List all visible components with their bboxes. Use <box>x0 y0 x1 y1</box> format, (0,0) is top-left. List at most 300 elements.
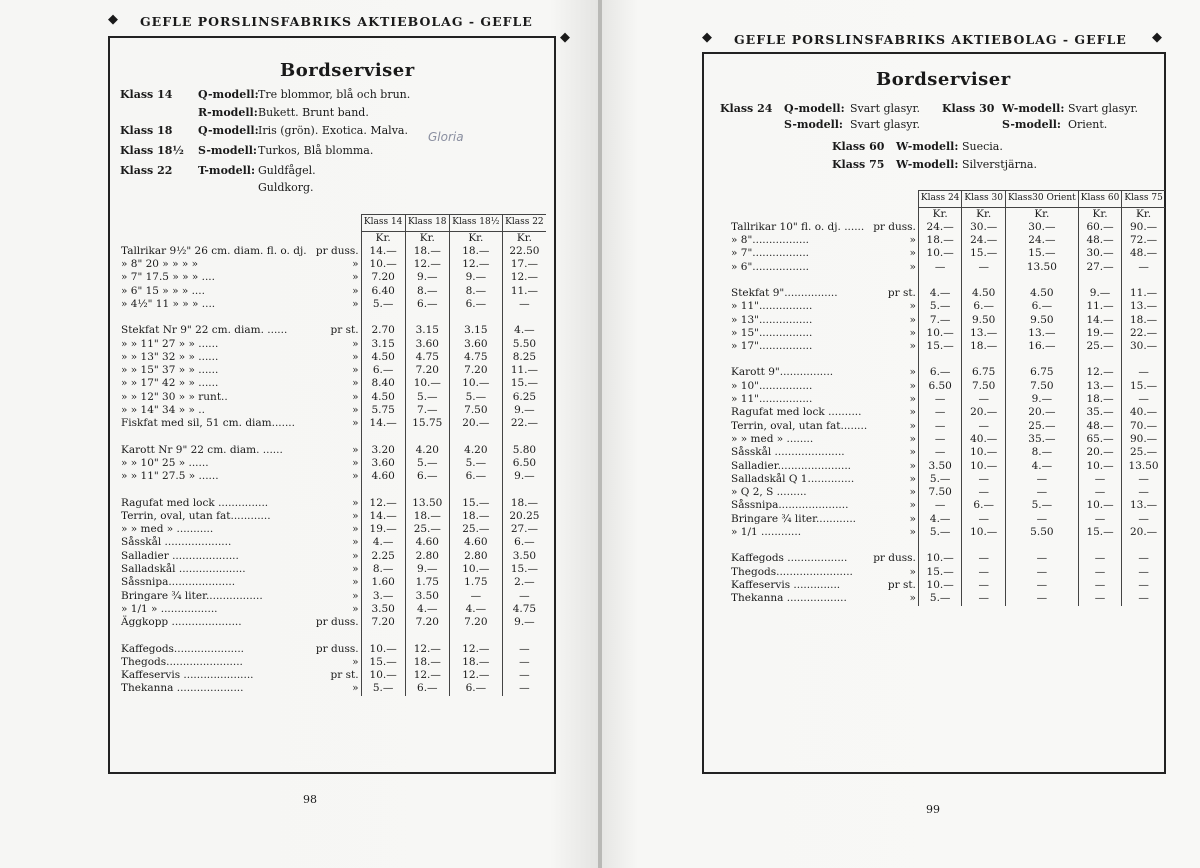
price-cell: — <box>502 656 546 669</box>
currency-label: Kr. <box>502 231 546 245</box>
price-cell: 5.— <box>361 298 405 311</box>
item-label: Thegods....................... <box>121 655 243 668</box>
diamond-left-icon: ◆ <box>702 30 712 45</box>
left-page <box>0 0 598 868</box>
price-cell: 22.— <box>502 417 546 430</box>
price-cell: — <box>1122 473 1165 486</box>
currency-label: Kr. <box>405 231 449 245</box>
column-header: Klass 18 <box>405 215 449 232</box>
item-label: » 11"................ <box>731 300 813 313</box>
item-label: Kaffegods .................. <box>731 552 848 565</box>
item-unit: » <box>352 258 359 271</box>
price-cell: 5.— <box>918 526 962 539</box>
price-cell: 4.50 <box>1005 287 1078 300</box>
spacer-cell <box>728 353 870 366</box>
spacer-cell <box>1122 353 1165 366</box>
item-unit: » <box>909 313 916 326</box>
price-cell: 20.— <box>1122 526 1165 539</box>
item-unit: » <box>352 536 359 549</box>
item-label: Tallrikar 10" fl. o. dj. ...... <box>731 220 865 233</box>
item-label: Stekfat 9"................ <box>731 286 838 299</box>
price-cell: — <box>1122 552 1165 565</box>
model-klass: Klass 75 <box>832 158 885 171</box>
price-cell: 9.— <box>405 271 449 284</box>
item-unit: » <box>352 682 359 695</box>
price-cell: — <box>962 592 1006 605</box>
price-cell: 15.— <box>1005 247 1078 260</box>
price-cell: 10.— <box>918 247 962 260</box>
table-row <box>118 444 546 457</box>
price-cell: 12.— <box>405 669 449 682</box>
table-row <box>118 669 546 682</box>
price-cell: 15.— <box>962 247 1006 260</box>
item-unit: pr duss. <box>315 616 359 629</box>
price-cell: 8.— <box>449 285 502 298</box>
item-label: Kaffeservis ..................... <box>121 669 254 682</box>
table-row <box>728 287 1165 300</box>
spacer-cell <box>449 311 502 324</box>
item-label: Thekanna .................. <box>731 592 847 605</box>
price-cell: — <box>1122 579 1165 592</box>
price-cell: 5.— <box>405 457 449 470</box>
price-cell: 9.— <box>405 563 449 576</box>
item-unit: » <box>909 326 916 339</box>
model-klass: Klass 22 <box>120 164 173 177</box>
model-description: Suecia. <box>962 140 1003 153</box>
spacer-cell <box>312 630 361 643</box>
price-cell: 15.75 <box>405 417 449 430</box>
price-cell: 2.80 <box>405 550 449 563</box>
handwritten-note: Gloria <box>428 130 464 144</box>
price-cell: 10.— <box>361 669 405 682</box>
price-cell: 90.— <box>1122 433 1165 446</box>
price-cell: 6.50 <box>502 457 546 470</box>
price-cell: 10.— <box>918 552 962 565</box>
item-unit: » <box>909 459 916 472</box>
price-cell: 4.— <box>918 513 962 526</box>
price-cell: 3.15 <box>361 338 405 351</box>
price-cell: 12.— <box>449 258 502 271</box>
spacer-cell <box>1078 274 1122 287</box>
price-cell: 65.— <box>1078 433 1122 446</box>
price-cell: 8.25 <box>502 351 546 364</box>
table-row <box>118 603 546 616</box>
currency-row <box>118 231 546 245</box>
price-cell: 9.50 <box>1005 314 1078 327</box>
price-cell: 4.60 <box>361 470 405 483</box>
model-klass: Klass 18½ <box>120 144 184 157</box>
table-row <box>728 486 1165 499</box>
price-cell: 3.50 <box>405 590 449 603</box>
column-header-row <box>728 191 1165 208</box>
table-row <box>118 484 546 497</box>
price-cell: 10.— <box>962 526 1006 539</box>
item-unit: » <box>352 523 359 536</box>
spacer-cell <box>449 630 502 643</box>
spacer-cell <box>361 630 405 643</box>
price-cell: 18.— <box>405 510 449 523</box>
price-cell: 18.— <box>962 340 1006 353</box>
model-description: Silverstjärna. <box>962 158 1037 171</box>
table-row <box>118 550 546 563</box>
price-cell: 18.— <box>918 234 962 247</box>
model-description: Tre blommor, blå och brun. <box>258 88 411 101</box>
spacer-cell <box>361 431 405 444</box>
price-cell: 15.— <box>502 563 546 576</box>
right-title: Bordserviser <box>876 69 1011 90</box>
price-cell: — <box>962 579 1006 592</box>
item-unit: » <box>909 234 916 247</box>
price-cell: 14.— <box>361 417 405 430</box>
price-cell: 6.— <box>449 470 502 483</box>
model-name: Q-modell: <box>198 124 259 137</box>
price-cell: 6.50 <box>918 380 962 393</box>
item-unit: » <box>909 366 916 379</box>
model-klass: Klass 14 <box>120 88 173 101</box>
price-cell: 9.— <box>449 271 502 284</box>
label-column-header <box>728 191 870 208</box>
price-cell: 12.— <box>361 497 405 510</box>
price-cell: 5.— <box>449 391 502 404</box>
item-unit: » <box>909 419 916 432</box>
price-cell: 25.— <box>405 523 449 536</box>
label-column-header <box>118 215 312 232</box>
price-cell: 1.75 <box>449 576 502 589</box>
table-row <box>118 576 546 589</box>
spacer-cell <box>918 539 962 552</box>
price-cell: 2.70 <box>361 324 405 337</box>
price-cell: 4.— <box>1005 460 1078 473</box>
price-cell: 9.50 <box>962 314 1006 327</box>
price-cell: 6.— <box>449 682 502 695</box>
item-unit: » <box>352 655 359 668</box>
price-cell: 7.20 <box>405 364 449 377</box>
price-cell: 15.— <box>1122 380 1165 393</box>
price-cell: 25.— <box>1078 340 1122 353</box>
price-cell: 4.— <box>502 324 546 337</box>
table-row <box>118 682 546 695</box>
item-unit: » <box>909 432 916 445</box>
spacer-cell <box>728 539 870 552</box>
model-name: S-modell: <box>198 144 257 157</box>
price-cell: 7.50 <box>962 380 1006 393</box>
item-unit: » <box>909 486 916 499</box>
item-label: » 8"................. <box>731 234 810 247</box>
price-cell: — <box>918 261 962 274</box>
price-cell: 4.— <box>449 603 502 616</box>
price-cell: 10.— <box>962 446 1006 459</box>
item-label: Salladskål Q 1.............. <box>731 472 855 485</box>
item-unit: » <box>352 337 359 350</box>
item-label: » 13"................ <box>731 313 813 326</box>
table-row <box>728 433 1165 446</box>
price-cell: 4.— <box>918 287 962 300</box>
item-label: » 1/1 ............ <box>731 526 802 539</box>
price-cell: 20.— <box>449 417 502 430</box>
currency-row-unit <box>312 231 361 245</box>
item-unit: » <box>352 576 359 589</box>
model-description: Guldfågel. <box>258 164 316 177</box>
currency-row-label <box>118 231 312 245</box>
price-cell: 18.— <box>449 510 502 523</box>
price-cell: 13.50 <box>405 497 449 510</box>
price-cell: 10.— <box>918 579 962 592</box>
table-row <box>728 234 1165 247</box>
item-label: » 7"................. <box>731 247 810 260</box>
price-cell: 13.50 <box>1005 261 1078 274</box>
price-cell: 12.— <box>502 271 546 284</box>
item-label: Såssnipa..................... <box>731 499 849 512</box>
price-cell: — <box>918 420 962 433</box>
price-cell: 3.60 <box>449 338 502 351</box>
price-cell: 3.20 <box>361 444 405 457</box>
model-name: S-modell: <box>1002 118 1061 131</box>
price-cell: 4.20 <box>405 444 449 457</box>
price-cell: 11.— <box>502 285 546 298</box>
price-cell: 6.75 <box>1005 366 1078 379</box>
price-cell: 20.— <box>1078 446 1122 459</box>
price-cell: 4.50 <box>361 351 405 364</box>
item-label: Thegods....................... <box>731 565 853 578</box>
right-price-table <box>728 190 1165 606</box>
price-cell: 7.50 <box>1005 380 1078 393</box>
table-row <box>118 630 546 643</box>
price-cell: 60.— <box>1078 221 1122 234</box>
spacer-cell <box>449 484 502 497</box>
spacer-cell <box>405 431 449 444</box>
price-cell: — <box>1005 513 1078 526</box>
price-cell: — <box>1005 473 1078 486</box>
table-row <box>118 271 546 284</box>
item-label: » 17"................ <box>731 340 813 353</box>
price-cell: 8.40 <box>361 377 405 390</box>
price-cell: 10.— <box>449 377 502 390</box>
price-cell: 5.— <box>918 592 962 605</box>
price-cell: 5.75 <box>361 404 405 417</box>
price-cell: 6.— <box>405 682 449 695</box>
spacer-cell <box>405 311 449 324</box>
column-header: Klass 14 <box>361 215 405 232</box>
table-row <box>118 656 546 669</box>
table-row <box>728 366 1165 379</box>
spacer-cell <box>962 353 1006 366</box>
table-row <box>118 417 546 430</box>
column-header: Klass 22 <box>502 215 546 232</box>
table-row <box>118 497 546 510</box>
item-unit: » <box>352 602 359 615</box>
currency-label: Kr. <box>449 231 502 245</box>
item-label: » Q 2, S ......... <box>731 486 807 499</box>
price-cell: 5.— <box>918 473 962 486</box>
price-cell: 1.60 <box>361 576 405 589</box>
item-unit: » <box>352 404 359 417</box>
item-label: Karott 9"................ <box>731 366 834 379</box>
currency-label: Kr. <box>1078 207 1122 221</box>
price-cell: 11.— <box>502 364 546 377</box>
price-cell: — <box>962 393 1006 406</box>
item-unit: pr duss. <box>873 552 916 565</box>
item-unit: » <box>352 589 359 602</box>
price-cell: 10.— <box>361 643 405 656</box>
item-unit: » <box>352 297 359 310</box>
item-unit: pr st. <box>330 669 359 682</box>
table-row <box>728 499 1165 512</box>
table-row <box>728 327 1165 340</box>
item-label: » » 11" 27 » » ...... <box>121 337 219 350</box>
spacer-cell <box>361 484 405 497</box>
item-label: Äggkopp ..................... <box>121 616 242 629</box>
table-row <box>118 431 546 444</box>
spacer-cell <box>1122 539 1165 552</box>
price-cell: 4.75 <box>502 603 546 616</box>
table-row <box>728 261 1165 274</box>
price-cell: — <box>1078 566 1122 579</box>
price-cell: 3.15 <box>405 324 449 337</box>
item-label: » 6" 15 » » » .... <box>121 284 205 297</box>
price-cell: 24.— <box>918 221 962 234</box>
price-cell: 4.50 <box>962 287 1006 300</box>
table-row <box>118 391 546 404</box>
item-unit: » <box>352 284 359 297</box>
price-cell: — <box>962 473 1006 486</box>
item-label: » 11"................ <box>731 393 813 406</box>
table-row <box>728 247 1165 260</box>
price-cell: 5.— <box>405 391 449 404</box>
price-cell: 9.— <box>502 470 546 483</box>
table-row <box>118 470 546 483</box>
price-cell: 10.— <box>361 258 405 271</box>
price-cell: 4.75 <box>405 351 449 364</box>
price-cell: 18.— <box>405 656 449 669</box>
price-cell: 27.— <box>1078 261 1122 274</box>
table-row <box>118 643 546 656</box>
price-cell: — <box>1005 566 1078 579</box>
price-cell: 30.— <box>1005 221 1078 234</box>
table-row <box>728 420 1165 433</box>
item-label: Kaffeservis .............. <box>731 578 841 591</box>
item-label: » » 10" 25 » ...... <box>121 456 209 469</box>
item-unit: » <box>352 443 359 456</box>
item-label: Fiskfat med sil, 51 cm. diam....... <box>121 417 295 430</box>
spacer-cell <box>962 274 1006 287</box>
price-cell: 7.20 <box>449 364 502 377</box>
price-cell: 13.— <box>1078 380 1122 393</box>
price-cell: 6.— <box>361 364 405 377</box>
price-cell: 5.50 <box>502 338 546 351</box>
price-cell: 14.— <box>1078 314 1122 327</box>
model-description: Guldkorg. <box>258 181 314 194</box>
price-cell: 12.— <box>405 643 449 656</box>
price-cell: 4.50 <box>361 391 405 404</box>
price-cell: 15.— <box>918 340 962 353</box>
price-cell: — <box>1005 592 1078 605</box>
item-unit: » <box>909 499 916 512</box>
table-row <box>118 298 546 311</box>
price-cell: 16.— <box>1005 340 1078 353</box>
price-cell: 40.— <box>962 433 1006 446</box>
model-description: Orient. <box>1068 118 1108 131</box>
table-row <box>728 406 1165 419</box>
item-unit: pr st. <box>887 578 916 591</box>
price-cell: 48.— <box>1078 420 1122 433</box>
spacer-cell <box>1005 539 1078 552</box>
spacer-cell <box>1078 539 1122 552</box>
table-row <box>118 245 546 258</box>
price-cell: — <box>962 566 1006 579</box>
table-row <box>728 526 1165 539</box>
item-unit: » <box>909 512 916 525</box>
price-cell: — <box>1005 579 1078 592</box>
price-cell: — <box>502 643 546 656</box>
price-cell: 18.— <box>405 245 449 258</box>
price-cell: 20.25 <box>502 510 546 523</box>
price-cell: 25.— <box>1005 420 1078 433</box>
spacer-cell <box>312 431 361 444</box>
left-header: GEFLE PORSLINSFABRIKS AKTIEBOLAG - GEFLE <box>140 14 533 29</box>
item-label: Karott Nr 9" 22 cm. diam. ...... <box>121 443 283 456</box>
spacer-cell <box>405 484 449 497</box>
diamond-left-icon: ◆ <box>108 12 118 27</box>
spacer-cell <box>118 484 312 497</box>
spacer-cell <box>361 311 405 324</box>
table-row <box>118 258 546 271</box>
price-cell: 10.— <box>918 327 962 340</box>
price-cell: 8.— <box>1005 446 1078 459</box>
price-cell: 70.— <box>1122 420 1165 433</box>
spacer-cell <box>312 484 361 497</box>
spacer-cell <box>118 311 312 324</box>
table-row <box>728 380 1165 393</box>
column-header: Klass 60 <box>1078 191 1122 208</box>
price-cell: 7.50 <box>449 404 502 417</box>
item-unit: » <box>909 379 916 392</box>
price-cell: 18.— <box>502 497 546 510</box>
table-row <box>118 590 546 603</box>
right-header: GEFLE PORSLINSFABRIKS AKTIEBOLAG - GEFLE <box>734 32 1127 47</box>
price-cell: — <box>962 552 1006 565</box>
table-row <box>118 616 546 629</box>
spacer-cell <box>405 630 449 643</box>
item-label: Bringare ¾ liter............ <box>731 512 856 525</box>
model-name: W-modell: <box>896 140 959 153</box>
left-page-number: 98 <box>303 793 317 806</box>
column-header: Klass30 Orient <box>1005 191 1078 208</box>
price-cell: — <box>918 499 962 512</box>
right-page-number: 99 <box>926 803 940 816</box>
item-label: » 15"................ <box>731 326 813 339</box>
item-label: » » med » ........ <box>731 432 814 445</box>
item-label: » 1/1 » ................. <box>121 602 218 615</box>
price-cell: 12.— <box>1078 366 1122 379</box>
item-label: » 4½" 11 » » » .... <box>121 297 216 310</box>
price-cell: 2.80 <box>449 550 502 563</box>
price-cell: — <box>1122 592 1165 605</box>
price-cell: 90.— <box>1122 221 1165 234</box>
item-label: Bringare ¾ liter................. <box>121 589 263 602</box>
price-cell: 18.— <box>1078 393 1122 406</box>
currency-row-label <box>728 207 870 221</box>
item-unit: pr duss. <box>315 244 359 257</box>
item-unit: » <box>352 417 359 430</box>
item-unit: » <box>352 364 359 377</box>
item-label: » » 11" 27.5 » ...... <box>121 470 219 483</box>
price-cell: — <box>962 420 1006 433</box>
price-cell: 10.— <box>1078 460 1122 473</box>
spacer-cell <box>870 274 918 287</box>
price-cell: 4.60 <box>405 536 449 549</box>
price-cell: 3.— <box>361 590 405 603</box>
item-unit: pr duss. <box>315 642 359 655</box>
